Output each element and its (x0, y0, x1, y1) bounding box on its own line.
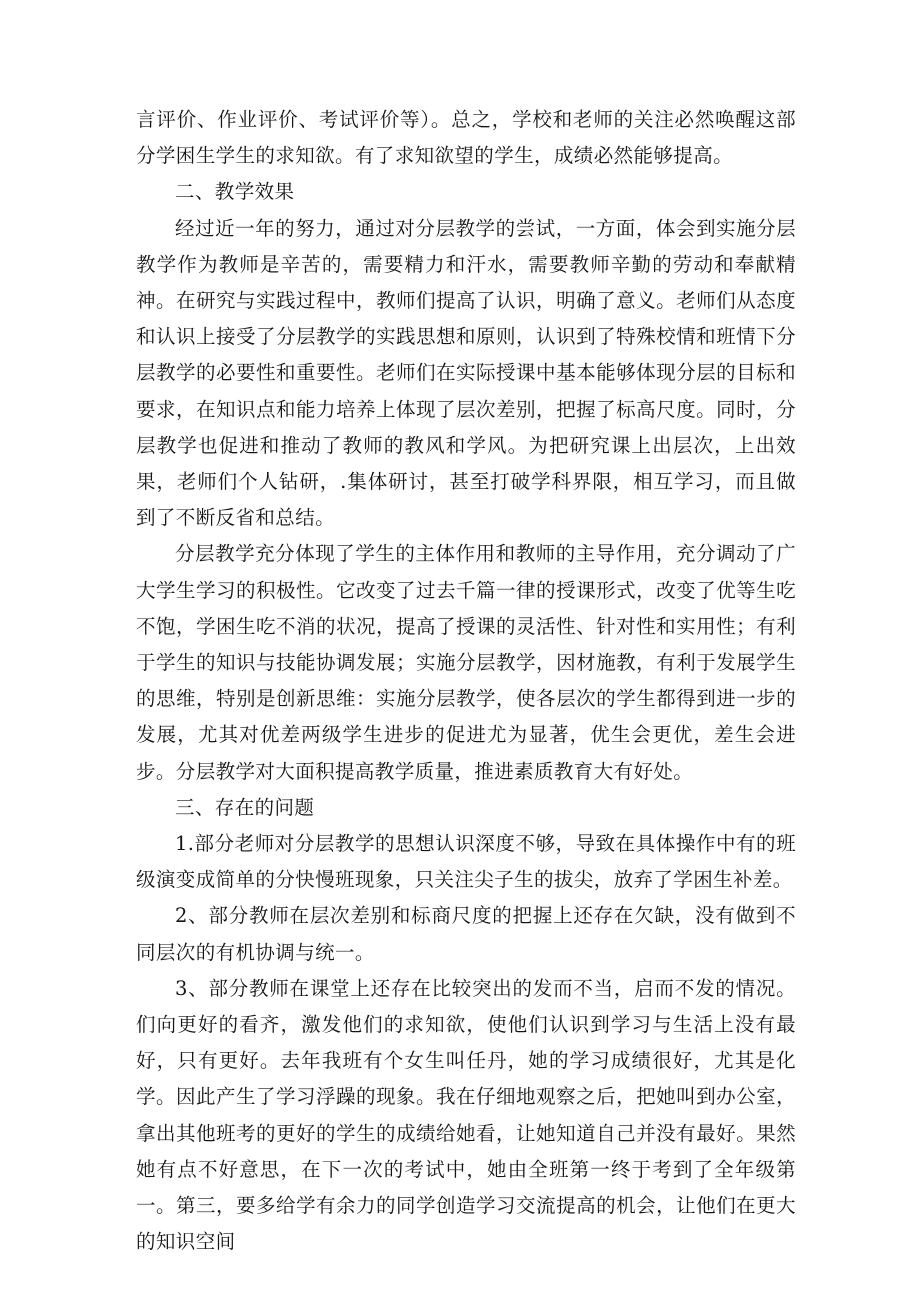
paragraph-continuation: 言评价、作业评价、考试评价等）。总之，学校和老师的关注必然唤醒这部分学困生学生的求知欲。有了求知欲望的学生，成绩必然能够提高。 (136, 108, 796, 168)
paragraph-problem-1: 1.部分老师对分层教学的思想认识深度不够，导致在具体操作中有的班级演变成简单的分快慢班现象，只关注尖子生的拔尖，放弃了学困生补差。 (136, 832, 796, 892)
paragraph-effect-students: 分层教学充分体现了学生的主体作用和教师的主导作用，充分调动了广大学生学习的积极性。它改变了过去千篇一律的授课形式，改变了优等生吃不饱，学困生吃不消的状况，提高了授课的灵活性、针对性和实用性；有利于学生的知识与技能协调发展；实施分层教学，因材施教，有利于发展学生的思维，特别是创新思维：实施分层教学，使各层次的学生都得到进一步的发展，尤其对优差两级学生进步的促进尤为显著，优生会更优，差生会进步。分层教学对大面积提高教学质量，推进素质教育大有好处。 (136, 542, 796, 783)
paragraph-problem-3: 3、部分教师在课堂上还存在比较突出的发而不当，启而不发的情况。们向更好的看齐，激发他们的求知欲，使他们认识到学习与生活上没有最好，只有更好。去年我班有个女生叫任丹，她的学习成绩很好，尤其是化学。因此产生了学习浮躁的现象。我在仔细地观察之后，把她叫到办公室，拿出其他班考的更好的学生的成绩给她看，让她知道自己并没有最好。果然她有点不好意思，在下一次的考试中，她由全班第一终于考到了全年级第一。第三，要多给学有余力的同学创造学习交流提高的机会，让他们在更大的知识空间 (136, 976, 796, 1254)
paragraph-problem-2: 2、部分教师在层次差别和标商尺度的把握上还存在欠缺，没有做到不同层次的有机协调与统一。 (136, 904, 796, 964)
section-heading-existing-problems: 三、存在的问题 (175, 795, 315, 819)
paragraph-effect-teachers: 经过近一年的努力，通过对分层教学的尝试，一方面，体会到实施分层教学作为教师是辛苦的，需要精力和汗水，需要教师辛勤的劳动和奉献精神。在研究与实践过程中，教师们提高了认识，明确了意义。老师们从态度和认识上接受了分层教学的实践思想和原则，认识到了特殊校情和班情下分层教学的必要性和重要性。老师们在实际授课中基本能够体现分层的目标和要求，在知识点和能力培养上体现了层次差别，把握了标高尺度。同时，分层教学也促进和推动了教师的教风和学风。为把研究课上出层次，上出效果，老师们个人钻研，.集体研讨，甚至打破学科界限，相互学习，而且做到了不断反省和总结。 (136, 216, 796, 530)
section-heading-teaching-effect: 二、教学效果 (175, 180, 295, 204)
document-page (136, 102, 796, 1261)
